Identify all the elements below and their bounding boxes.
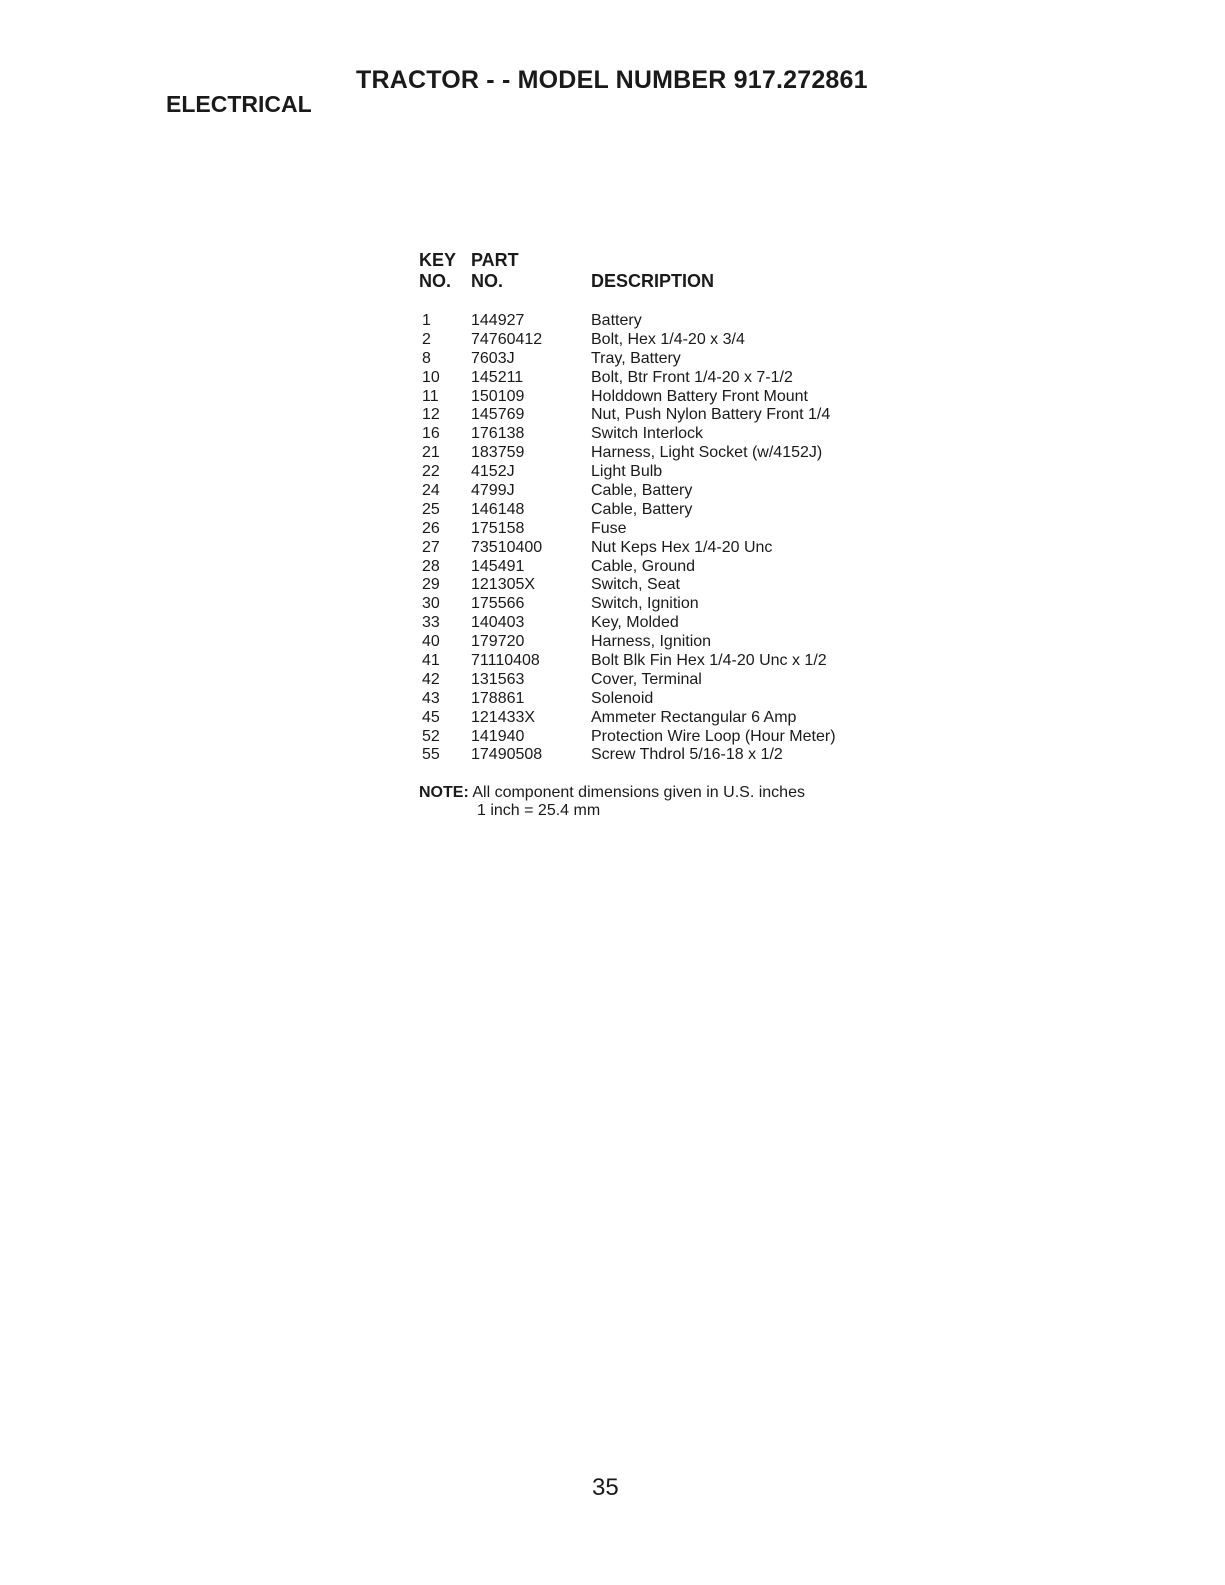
part-number: 17490508 (471, 746, 543, 764)
part-number: 178861 (471, 689, 525, 707)
part-description: Tray, Battery (591, 349, 681, 367)
key-number: 1 (422, 312, 431, 329)
part-description: Ammeter Rectangular 6 Amp (591, 708, 797, 726)
header-description: DESCRIPTION (591, 271, 715, 291)
key-number: 8 (422, 349, 431, 367)
part-number: 175158 (471, 519, 525, 537)
part-description: Switch Interlock (591, 425, 704, 443)
part-number: 145211 (471, 368, 524, 386)
header-part-line1: PART (471, 250, 519, 270)
key-number: 16 (422, 425, 440, 443)
part-description: Bolt, Btr Front 1/4-20 x 7-1/2 (591, 368, 793, 386)
part-description: Protection Wire Loop (Hour Meter) (591, 727, 836, 745)
part-number: 73510400 (471, 538, 543, 556)
key-number: 55 (422, 746, 440, 764)
key-number: 24 (422, 482, 440, 500)
page-number: 35 (592, 1474, 619, 1501)
part-number: 131563 (471, 670, 525, 688)
part-number: 144927 (471, 312, 525, 329)
part-description: Battery (591, 312, 642, 329)
key-number: 30 (422, 595, 440, 613)
part-number: 71110408 (471, 652, 540, 670)
part-number: 140403 (471, 614, 525, 632)
note-conversion: 1 inch = 25.4 mm (477, 802, 601, 819)
key-number: 40 (422, 633, 440, 651)
part-number: 179720 (471, 633, 525, 651)
key-number: 42 (422, 670, 440, 688)
key-number: 25 (422, 500, 440, 518)
key-number: 41 (422, 652, 440, 670)
part-description: Harness, Ignition (591, 633, 712, 651)
note-text: All component dimensions given in U.S. inches (472, 784, 805, 801)
key-number: 43 (422, 689, 440, 707)
part-description: Harness, Light Socket (w/4152J) (591, 444, 823, 462)
key-number: 27 (422, 538, 440, 556)
part-description: Holddown Battery Front Mount (591, 387, 808, 405)
part-description: Switch, Ignition (591, 595, 699, 613)
part-description: Light Bulb (591, 463, 663, 481)
header-part-line2: NO. (471, 271, 504, 291)
part-description: Switch, Seat (591, 576, 680, 594)
page-title: TRACTOR - - MODEL NUMBER 917.272861 (356, 66, 868, 94)
part-description: Fuse (591, 519, 627, 537)
part-description: Screw Thdrol 5/16-18 x 1/2 (591, 746, 783, 764)
part-number: 121433X (471, 708, 536, 726)
part-number: 141940 (471, 727, 525, 745)
key-number: 33 (422, 614, 440, 632)
part-number: 4152J (471, 463, 515, 481)
key-number: 29 (422, 576, 440, 594)
header-key-line1: KEY (419, 250, 457, 270)
part-number: 183759 (471, 444, 525, 462)
key-number: 11 (422, 387, 439, 405)
part-description: Solenoid (591, 689, 654, 707)
note-label: NOTE: (419, 784, 469, 801)
key-number: 45 (422, 708, 440, 726)
key-number: 12 (422, 406, 440, 424)
part-number: 74760412 (471, 330, 543, 348)
part-number: 145769 (471, 406, 525, 424)
part-description: Cable, Ground (591, 557, 696, 575)
part-description: Bolt Blk Fin Hex 1/4-20 Unc x 1/2 (591, 652, 827, 670)
key-number: 22 (422, 463, 440, 481)
part-description: Bolt, Hex 1/4-20 x 3/4 (591, 330, 745, 348)
section-heading: ELECTRICAL (166, 91, 312, 117)
part-description: Nut Keps Hex 1/4-20 Unc (591, 538, 773, 556)
key-number: 28 (422, 557, 440, 575)
key-number: 21 (422, 444, 440, 462)
part-number: 175566 (471, 595, 525, 613)
part-description: Cover, Terminal (591, 670, 702, 688)
header-key-line2: NO. (419, 271, 452, 291)
key-number: 2 (422, 330, 431, 348)
key-number: 26 (422, 519, 440, 537)
key-number: 10 (422, 368, 440, 386)
part-number: 176138 (471, 425, 525, 443)
part-number: 146148 (471, 500, 525, 518)
key-number: 52 (422, 727, 440, 745)
part-number: 145491 (471, 557, 525, 575)
part-number: 150109 (471, 387, 525, 405)
part-number: 4799J (471, 482, 515, 500)
part-description: Key, Molded (591, 614, 679, 632)
part-description: Cable, Battery (591, 482, 693, 500)
note (419, 783, 805, 802)
part-description: Cable, Battery (591, 500, 693, 518)
part-description: Nut, Push Nylon Battery Front 1/4 (591, 406, 831, 424)
part-number: 121305X (471, 576, 536, 594)
part-number: 7603J (471, 349, 515, 367)
